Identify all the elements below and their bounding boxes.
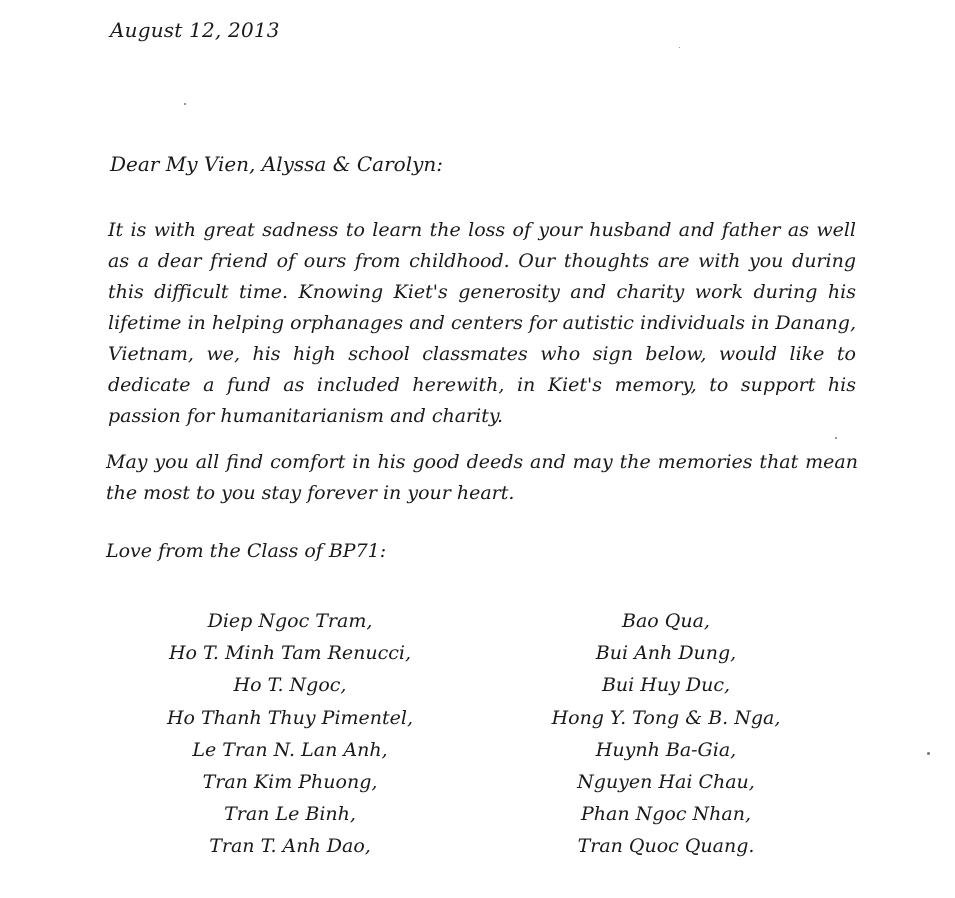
signatory-name: Bui Huy Duc, bbox=[601, 674, 731, 697]
scan-speck bbox=[835, 437, 837, 439]
signatory-name: Diep Ngoc Tram, bbox=[207, 610, 373, 632]
letter-salutation: Dear My Vien, Alyssa & Carolyn: bbox=[110, 152, 444, 176]
signatory-name: Hong Y. Tong & B. Nga, bbox=[551, 706, 781, 729]
scan-speck bbox=[679, 47, 680, 48]
signatory-name: Tran Quoc Quang. bbox=[577, 835, 755, 858]
signatory-name: Ho T. Ngoc, bbox=[233, 674, 347, 697]
letter-closing: Love from the Class of BP71: bbox=[106, 540, 387, 562]
signatory-name: Nguyen Hai Chau, bbox=[577, 771, 755, 794]
letter-paragraph-1: It is with great sadness to learn the loss of your husband and father as well as a dear friend of ours from childhood. Our thoughts are with you during this difficult time. Knowing Kiet's generosity and charity work during his lifetime in helping orphanages and centers for autistic individuals in Danang, Vietnam, we, his high school classmates who sign below, would like to dedicate a fund as included herewith, in Kiet's memory, to support his passion for humanitarianism and charity. bbox=[108, 219, 856, 427]
signatory-name: Bui Anh Dung, bbox=[595, 642, 737, 665]
signatory-name: Le Tran N. Lan Anh, bbox=[192, 738, 388, 761]
signatory-name: Tran Kim Phuong, bbox=[202, 771, 378, 794]
signatories-right-column bbox=[516, 605, 816, 863]
signatory-name: Ho Thanh Thuy Pimentel, bbox=[166, 706, 414, 729]
signatory-name: Bao Qua, bbox=[622, 610, 710, 632]
signatory-name: Huynh Ba-Gia, bbox=[595, 738, 737, 761]
signatories-left-column bbox=[140, 605, 440, 863]
signatory-name: Tran T. Anh Dao, bbox=[209, 835, 371, 858]
letter-date: August 12, 2013 bbox=[110, 18, 280, 42]
scan-speck bbox=[927, 752, 930, 755]
signatory-name: Tran Le Binh, bbox=[224, 803, 356, 826]
letter-paragraph-2: May you all find comfort in his good deeds and may the memories that mean the most to you stay forever in your heart. bbox=[106, 451, 858, 504]
signatory-name: Ho T. Minh Tam Renucci, bbox=[168, 642, 412, 665]
signatory-name: Phan Ngoc Nhan, bbox=[581, 803, 751, 826]
scan-speck bbox=[184, 103, 186, 105]
